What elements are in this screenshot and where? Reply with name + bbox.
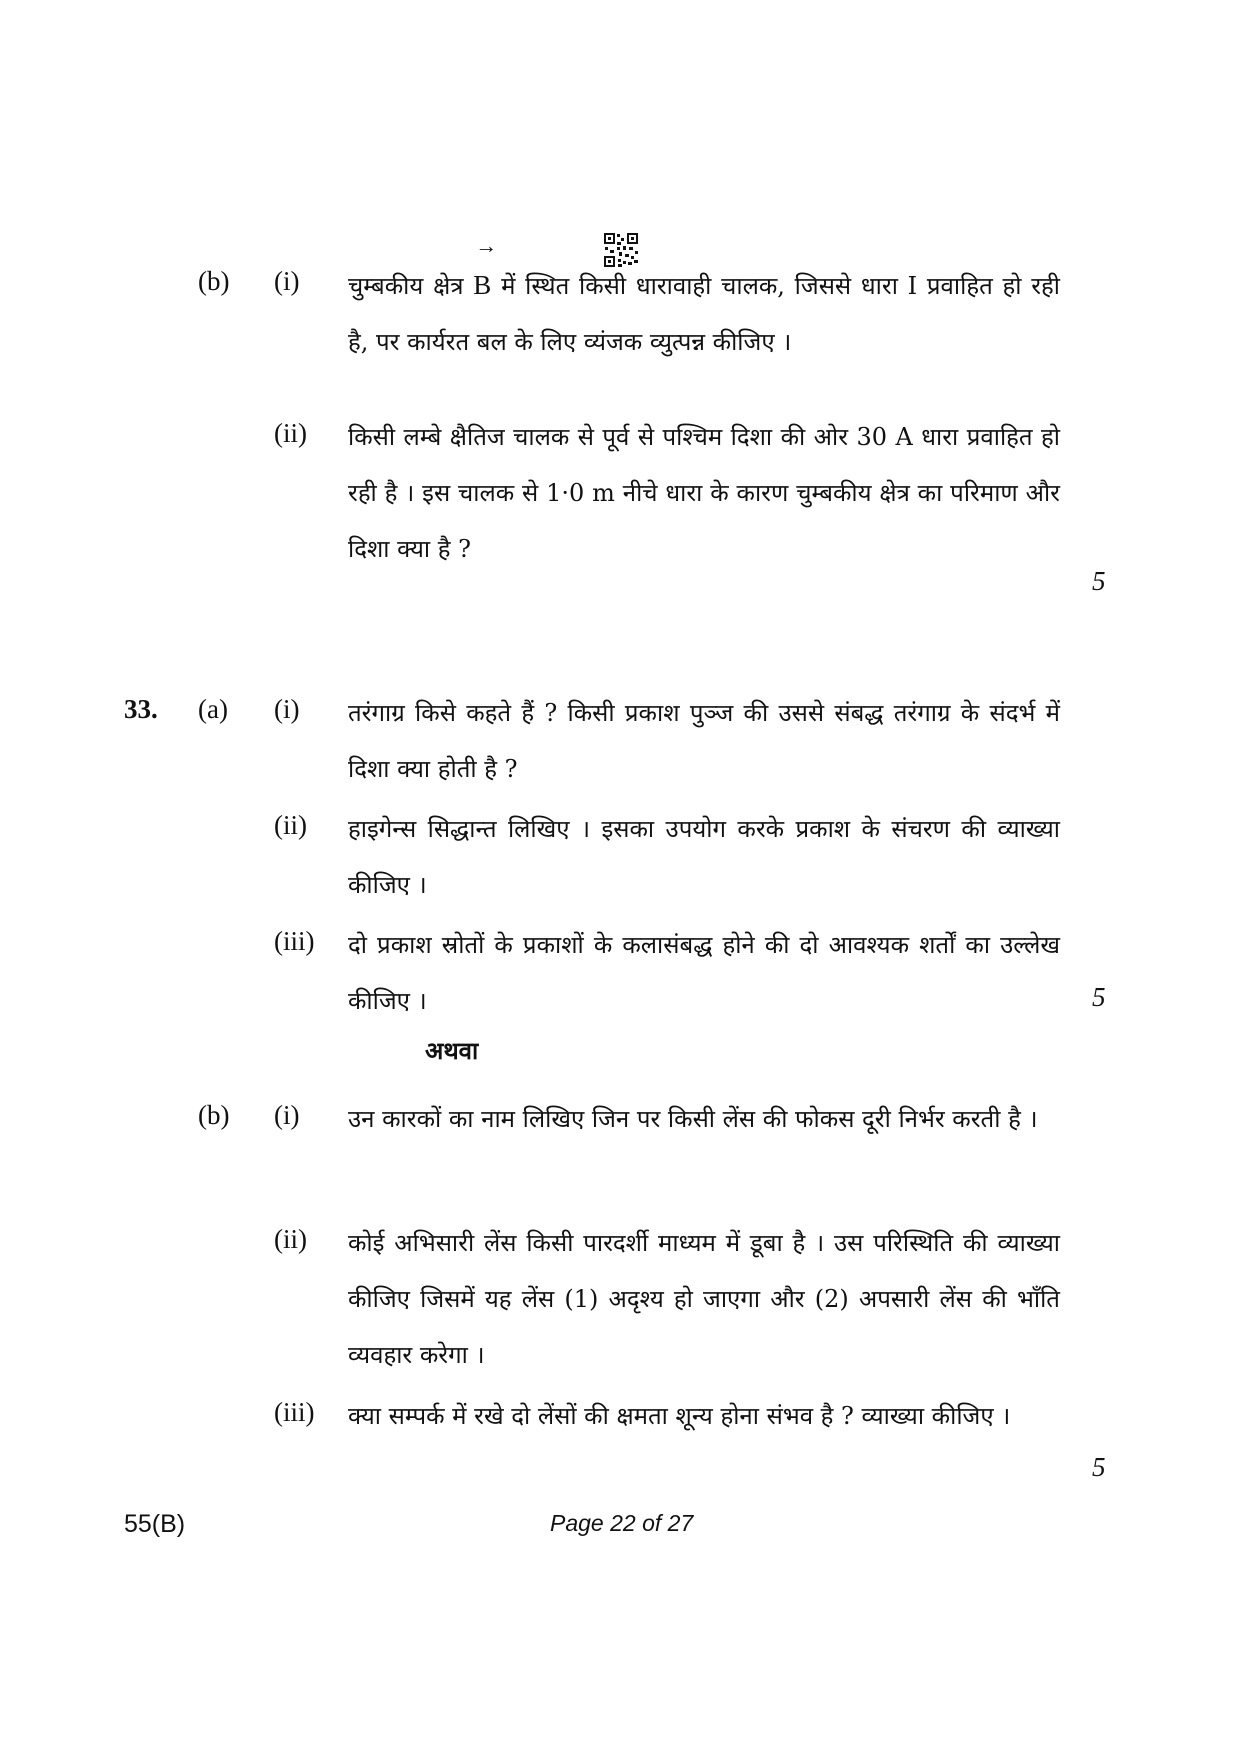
part-label: (b) — [198, 1100, 230, 1130]
vector-arrow-icon: → — [475, 233, 498, 258]
page-of: of — [642, 1510, 662, 1536]
question-text: कोई अभिसारी लेंस किसी पारदर्शी माध्यम में डूबा है । उस परिस्थिति की व्याख्या कीजिए जिसमें यह लेंस (1) अदृश्य हो जाएगा और (2) अपसारी लेंस की भाँति व्यवहार करेगा । — [348, 1229, 1060, 1369]
subpart-label: (iii) — [274, 926, 315, 956]
or-label: अथवा — [425, 1036, 479, 1065]
page-current: 22 — [610, 1510, 636, 1536]
question-text: दो प्रकाश स्रोतों के प्रकाशों के कलासंबद्ध होने की दो आवश्यक शर्तों का उल्लेख कीजिए । — [348, 931, 1060, 1015]
question-text: तरंगाग्र किसे कहते हैं ? किसी प्रकाश पुञ्ज की उससे संबद्ध तरंगाग्र के संदर्भ में दिशा क्या होती है ? — [348, 699, 1060, 783]
vector-letter: B — [473, 270, 492, 300]
question-text — [348, 233, 1061, 370]
question-text-part: चुम्बकीय क्षेत्र — [348, 272, 464, 300]
part-label: (a) — [198, 694, 228, 724]
marks: 5 — [1092, 982, 1106, 1012]
question-number: 33. — [124, 694, 158, 724]
subpart-label: (i) — [274, 1100, 300, 1130]
subpart-label: (ii) — [274, 810, 307, 840]
question-text: क्या सम्पर्क में रखे दो लेंसों की क्षमता शून्य होना संभव है ? व्याख्या कीजिए । — [348, 1402, 1011, 1430]
part-label: (b) — [198, 266, 230, 296]
subpart-label: (ii) — [274, 1224, 307, 1254]
paper-code: 55(B) — [124, 1510, 186, 1538]
question-text: किसी लम्बे क्षैतिज चालक से पूर्व से पश्चिम दिशा की ओर 30 A धारा प्रवाहित हो रही है । इस चालक से 1·0 m नीचे धारा के कारण चुम्बकीय क्षेत्र का परिमाण और दिशा क्या है ? — [348, 423, 1060, 563]
subpart-label: (i) — [274, 694, 300, 724]
question-text: उन कारकों का नाम लिखिए जिन पर किसी लेंस की फोकस दूरी निर्भर करती है । — [348, 1105, 1038, 1133]
page-number — [550, 1510, 770, 1537]
marks: 5 — [1092, 566, 1106, 596]
subpart-label: (i) — [274, 266, 300, 296]
question-text: हाइगेन्स सिद्धान्त लिखिए । इसका उपयोग करके प्रकाश के संचरण की व्याख्या कीजिए । — [348, 815, 1060, 899]
vector-b-symbol — [473, 233, 498, 313]
marks: 5 — [1092, 1452, 1106, 1482]
question-text-part: में स्थित किसी धारावाही चालक, जिससे धारा I प्रवाहित हो रही है, पर कार्यरत बल के लिए व्यंजक व्युत्पन्न कीजिए । — [348, 272, 1061, 356]
page-total: 27 — [667, 1510, 694, 1536]
page-word: Page — [550, 1510, 604, 1536]
subpart-label: (ii) — [274, 418, 307, 448]
subpart-label: (iii) — [274, 1397, 315, 1427]
